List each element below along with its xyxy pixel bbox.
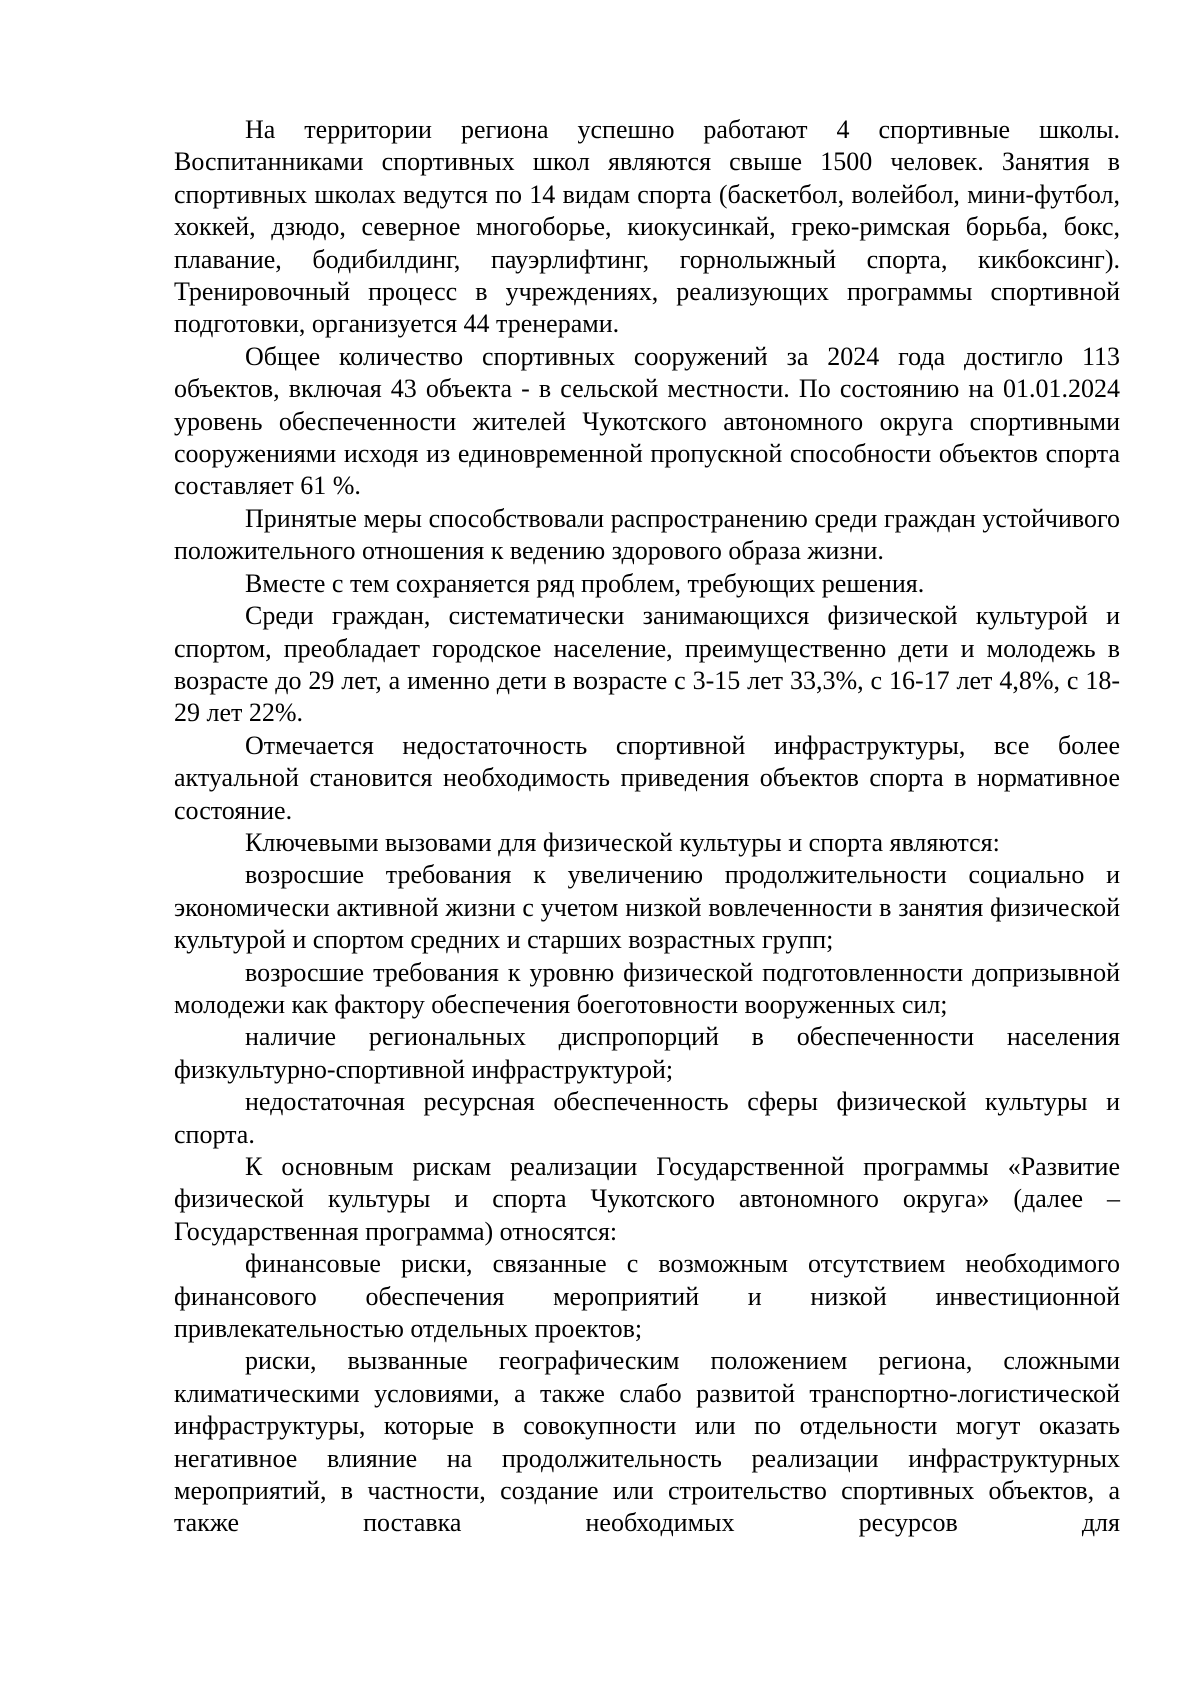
paragraph-measures: Принятые меры способствовали распространению среди граждан устойчивого положительного отношения к ведению здорового образа жизни. bbox=[174, 503, 1120, 566]
paragraph-problems: Вместе с тем сохраняется ряд проблем, требующих решения. bbox=[245, 568, 925, 598]
paragraph-risk-geographic: риски, вызванные географическим положением региона, сложными климатическими условиями, а также слабо развитой транспортно-логистической инфраструктуры, которые в совокупности или по отдельности могут оказать негативное влияние на продолжительность реализации инфраструктурных мероприятий, в частности, создание или строительство спортивных объектов, а также поставка необходимых ресурсов для bbox=[174, 1346, 1120, 1538]
paragraph-risks-intro: К основным рискам реализации Государственной программы «Развитие физической культуры и спорта Чукотского автономного округа» (далее – Государственная программа) относятся: bbox=[174, 1152, 1120, 1246]
paragraph-challenge-youth: возросшие требования к уровню физической подготовленности допризывной молодежи как фактору обеспечения боеготовности вооруженных сил; bbox=[174, 957, 1120, 1019]
paragraph-challenge-active-life: возросшие требования к увеличению продолжительности социально и экономически активной жизни с учетом низкой вовлеченности в занятия физической культурой и спортом средних и старших возрастных групп; bbox=[174, 860, 1120, 955]
paragraph-sports-facilities: Общее количество спортивных сооружений за 2024 года достигло 113 объектов, включая 43 объекта - в сельской местности. По состоянию на 01.01.2024 уровень обеспеченности жителей Чукотского автономного округа спортивными сооружениями исходя из единовременной пропускной способности объектов спорта составляет 61 %. bbox=[174, 341, 1120, 501]
paragraph-challenge-disproportion: наличие региональных диспропорций в обеспеченности населения физкультурно-спортивной инфраструктурой; bbox=[174, 1022, 1120, 1084]
paragraph-challenge-resources: недостаточная ресурсная обеспеченность сферы физической культуры и спорта. bbox=[174, 1087, 1120, 1149]
document-page bbox=[174, 114, 1120, 1540]
paragraph-population: Среди граждан, систематически занимающихся физической культурой и спортом, преобладает городское население, преимущественно дети и молодежь в возрасте до 29 лет, а именно дети в возрасте с 3-15 лет 33,3%, с 16-17 лет 4,8%, с 18-29 лет 22%. bbox=[174, 601, 1120, 728]
paragraph-infrastructure: Отмечается недостаточность спортивной инфраструктуры, все более актуальной становится необходимость приведения объектов спорта в нормативное состояние. bbox=[174, 730, 1120, 825]
paragraph-risk-financial: финансовые риски, связанные с возможным отсутствием необходимого финансового обеспечения мероприятий и низкой инвестиционной привлекательностью отдельных проектов; bbox=[174, 1249, 1120, 1344]
paragraph-key-challenges: Ключевыми вызовами для физической культуры и спорта являются: bbox=[245, 827, 1000, 857]
paragraph-sports-schools: На территории региона успешно работают 4 спортивные школы. Воспитанниками спортивных школ являются свыше 1500 человек. Занятия в спортивных школах ведутся по 14 видам спорта (баскетбол, волейбол, мини-футбол, хоккей, дзюдо, северное многоборье, киокусинкай, греко-римская борьба, бокс, плавание, бодибилдинг, пауэрлифтинг, горнолыжный спорта, кикбоксинг). Тренировочный процесс в учреждениях, реализующих программы спортивной подготовки, организуется 44 тренерами. bbox=[174, 115, 1120, 339]
